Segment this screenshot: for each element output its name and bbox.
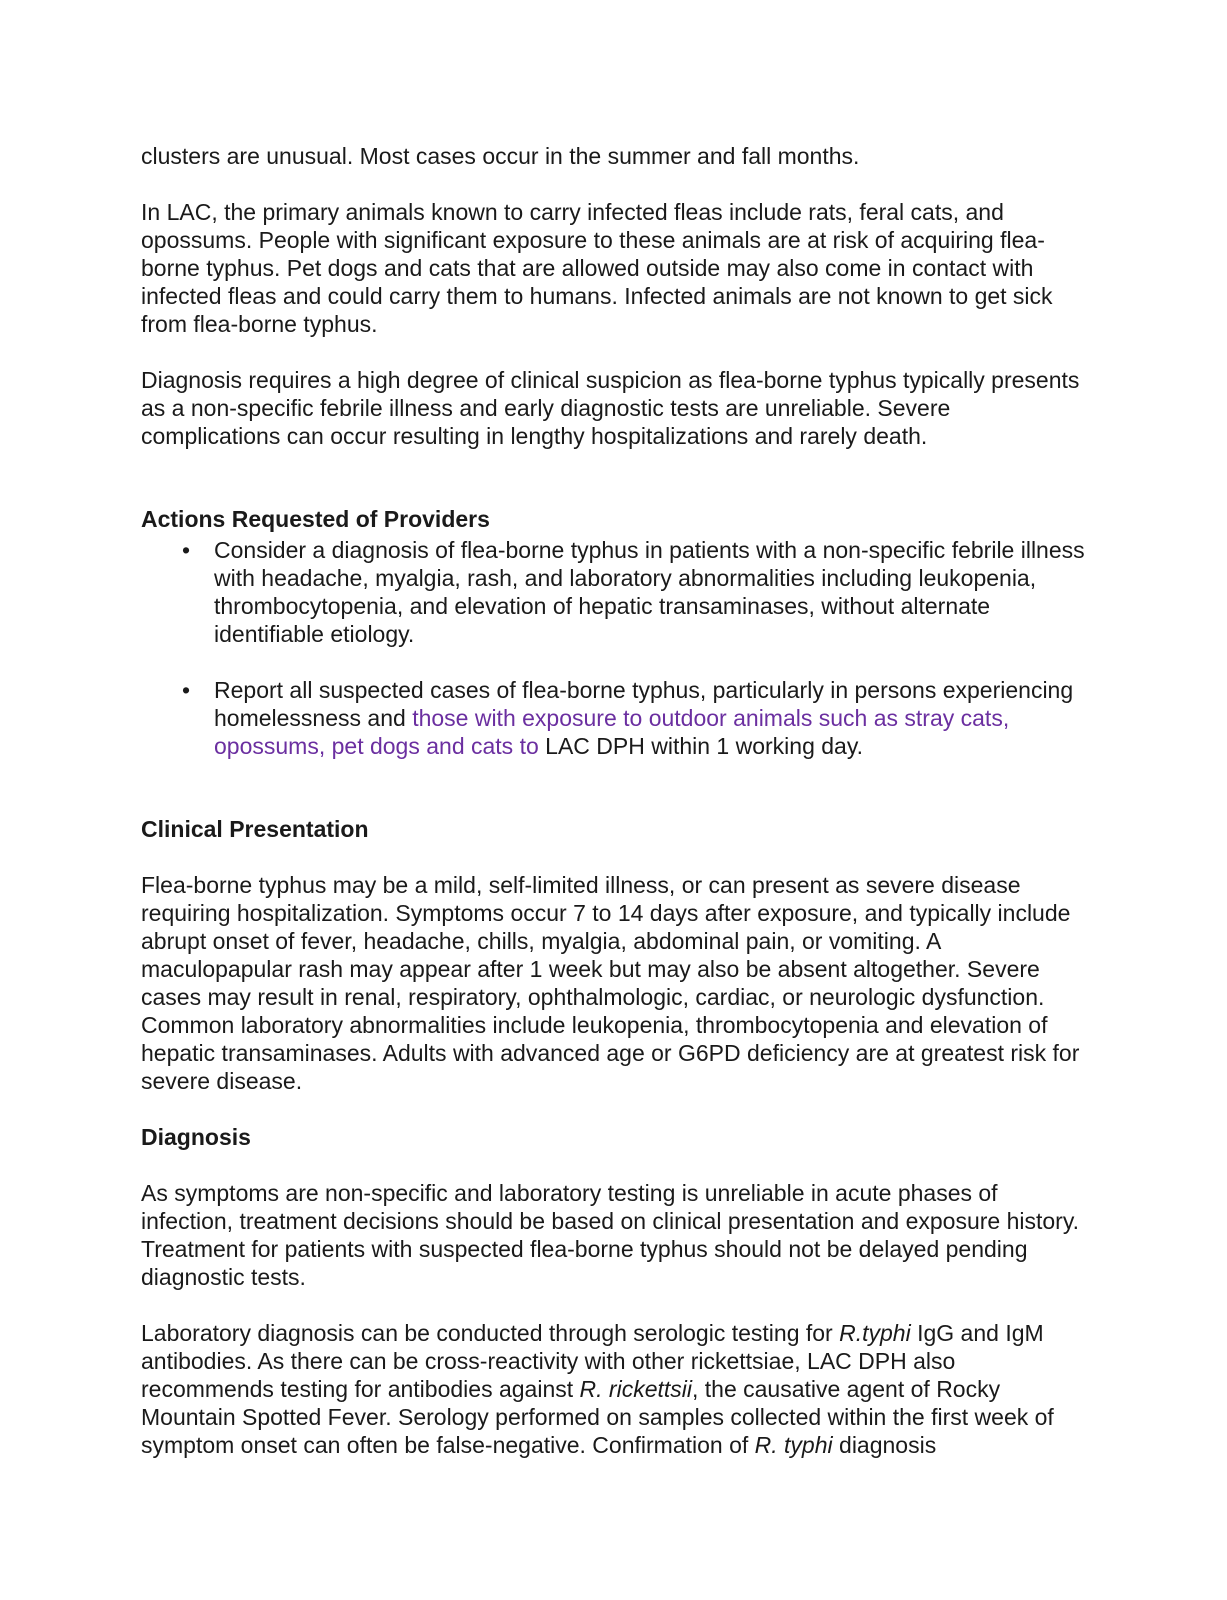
action-item-report-text-end: LAC DPH within 1 working day. [538,733,864,759]
diagnosis-text-3: , the causative agent of Rocky Mountain Spotted Fever. Serology performed on samples collected within the first week of symptom onset can often be false-negative. Confirmation of [141,1376,1054,1458]
diagnosis-paragraph-2 [141,1319,1091,1459]
list-item [181,536,1091,648]
action-item-consider: Consider a diagnosis of flea-borne typhus in patients with a non-specific febrile illness with headache, myalgia, rash, and laboratory abnormalities including leukopenia, thrombocytopenia, and elevation of hepatic transaminases, without alternate identifiable etiology. [214,537,1085,647]
species-rtyphi: R.typhi [839,1320,911,1346]
exposure-link[interactable]: those with exposure to outdoor animals such as stray cats, opossums, pet dogs and cats to [214,705,1010,759]
document-page [141,142,1091,1459]
diagnosis-text-4: diagnosis [832,1432,937,1458]
intro-paragraph-1: clusters are unusual. Most cases occur in the summer and fall months. [141,143,860,169]
intro-paragraph-2: In LAC, the primary animals known to carry infected fleas include rats, feral cats, and opossums. People with significant exposure to these animals are at risk of acquiring flea-borne typhus. Pet dogs and cats that are allowed outside may also come in contact with infected fleas and could carry them to humans. Infected animals are not known to get sick from flea-borne typhus. [141,199,1053,337]
list-item [181,676,1091,760]
bullet-icon: • [181,677,191,703]
actions-heading: Actions Requested of Providers [141,506,490,532]
species-rtyphi-2: R. typhi [754,1432,833,1458]
species-rrickettsii: R. rickettsii [579,1376,692,1402]
clinical-paragraph: Flea-borne typhus may be a mild, self-limited illness, or can present as severe disease requiring hospitalization. Symptoms occur 7 to 14 days after exposure, and typically include abrupt onset of fever, headache, chills, myalgia, abdominal pain, or vomiting. A maculopapular rash may appear after 1 week but may also be absent altogether. Severe cases may result in renal, respiratory, ophthalmologic, cardiac, or neurologic dysfunction. Common laboratory abnormalities include leukopenia, thrombocytopenia and elevation of hepatic transaminases. Adults with advanced age or G6PD deficiency are at greatest risk for severe disease. [141,872,1080,1094]
intro-paragraph-3: Diagnosis requires a high degree of clinical suspicion as flea-borne typhus typically presents as a non-specific febrile illness and early diagnostic tests are unreliable. Severe complications can occur resulting in lengthy hospitalizations and rarely death. [141,367,1080,449]
clinical-heading: Clinical Presentation [141,816,369,842]
diagnosis-text-2: IgG and IgM antibodies. As there can be cross-reactivity with other rickettsiae, LAC DPH also recommends testing for antibodies against [141,1320,1044,1402]
action-item-report-text-start: Report all suspected cases of flea-borne typhus, particularly in persons experiencing homelessness and [214,677,1074,731]
diagnosis-text-1: Laboratory diagnosis can be conducted through serologic testing for [141,1320,840,1346]
diagnosis-heading: Diagnosis [141,1124,251,1150]
action-item-report [214,677,1073,759]
bullet-icon: • [181,537,191,563]
actions-list [141,536,1091,760]
diagnosis-paragraph-1: As symptoms are non-specific and laboratory testing is unreliable in acute phases of infection, treatment decisions should be based on clinical presentation and exposure history. Treatment for patients with suspected flea-borne typhus should not be delayed pending diagnostic tests. [141,1180,1080,1290]
